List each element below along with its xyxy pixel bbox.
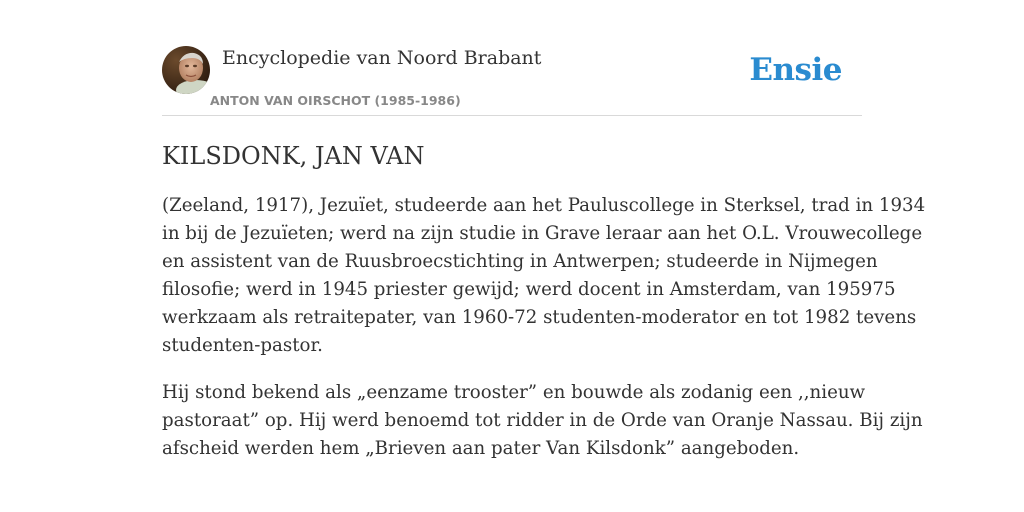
source-author[interactable]: ANTON VAN OIRSCHOT (1985-1986) [210,93,461,108]
source-header [162,46,862,116]
entry-body [162,192,926,463]
ensie-logo[interactable]: Ensie [749,52,842,88]
paragraph-line: werkzaam als retraitepater, van 1960-72 studenten-moderator en tot 1982 tevens [162,307,917,328]
portrait-icon [162,46,210,94]
paragraph-line: en assistent van de Ruusbroecstichting in Antwerpen; studeerde in Nijmegen [162,251,878,272]
paragraph-line: pastoraat” op. Hij werd benoemd tot ridder in de Orde van Oranje Nassau. Bij zijn [162,410,923,431]
paragraph-line: studenten-pastor. [162,335,323,356]
paragraph-line: filosofie; werd in 1945 priester gewijd; werd docent in Amsterdam, van 195975 [162,279,896,300]
paragraph-line: in bij de Jezuïeten; werd na zijn studie in Grave leraar aan het O.L. Vrouwecollege [162,223,923,244]
entry-paragraph [162,192,926,360]
source-title[interactable]: Encyclopedie van Noord Brabant [222,47,542,69]
paragraph-line: (Zeeland, 1917), Jezuïet, studeerde aan het Pauluscollege in Sterksel, trad in 1934 [162,195,926,216]
entry-paragraph [162,379,923,463]
author-avatar[interactable] [162,46,210,94]
paragraph-line: afscheid werden hem „Brieven aan pater Van Kilsdonk” aangeboden. [162,438,800,459]
entry-title: KILSDONK, JAN VAN [162,142,425,170]
paragraph-line: Hij stond bekend als „eenzame trooster” en bouwde als zodanig een ,,nieuw [162,382,866,403]
